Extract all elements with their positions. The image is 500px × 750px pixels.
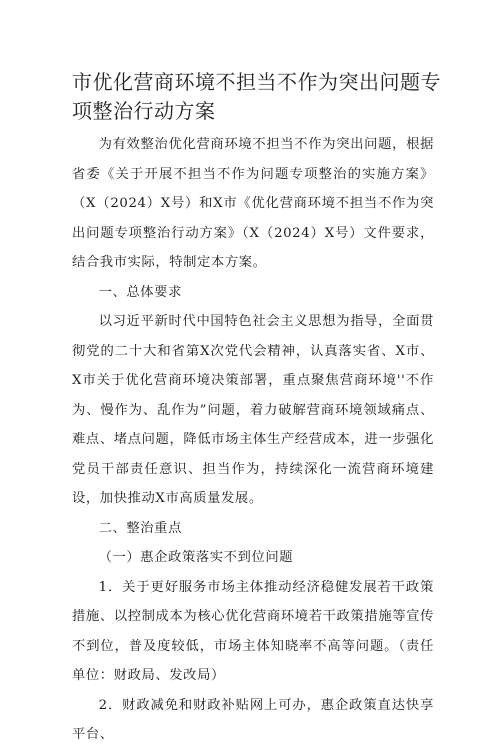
section-heading-rectification-focus: 二、整治重点 xyxy=(98,520,182,536)
document-title: 市优化营商环境不担当不作为突出问题专项整治行动方案 xyxy=(72,70,441,123)
general-requirements-paragraph: 以习近平新时代中国特色社会主义思想为指导，全面贯彻党的二十大和省第X次党代会精神，认真落实省、X市、X市关于优化营商环境决策部署，重点聚焦营商环境''不作为、慢作为、乱作为”问题，着力破解营商环境领域痛点、难点、堵点问题，降低市场主体生产经营成本，进一步强化党员干部责任意识、担当作为，持续深化一流营商环境建设，加快推动X市高质量发展。 xyxy=(72,314,434,506)
list-item: 2．财政减免和财政补贴网上可办，惠企政策直达快享平台、 xyxy=(72,697,434,742)
document-body xyxy=(72,130,434,750)
section-heading-general-requirements: 一、总体要求 xyxy=(98,284,182,300)
intro-paragraph: 为有效整治优化营商环境不担当不作为突出问题，根据省委《关于开展不担当不作为问题专项整治的实施方案》（X（2024）X号）和X市《优化营商环境不担当不作为突出问题专项整治行动方案》（X（2024）X号）文件要求，结合我市实际，特制定本方案。 xyxy=(72,137,434,270)
list-item: 1．关于更好服务市场主体推动经济稳健发展若干政策措施、以控制成本为核心优化营商环境若干政策措施等宣传不到位，普及度较低，市场主体知晓率不高等问题。（责任单位：财政局、发改局） xyxy=(72,579,434,683)
subsection-heading-policy-implementation: （一）惠企政策落实不到位问题 xyxy=(98,550,294,565)
